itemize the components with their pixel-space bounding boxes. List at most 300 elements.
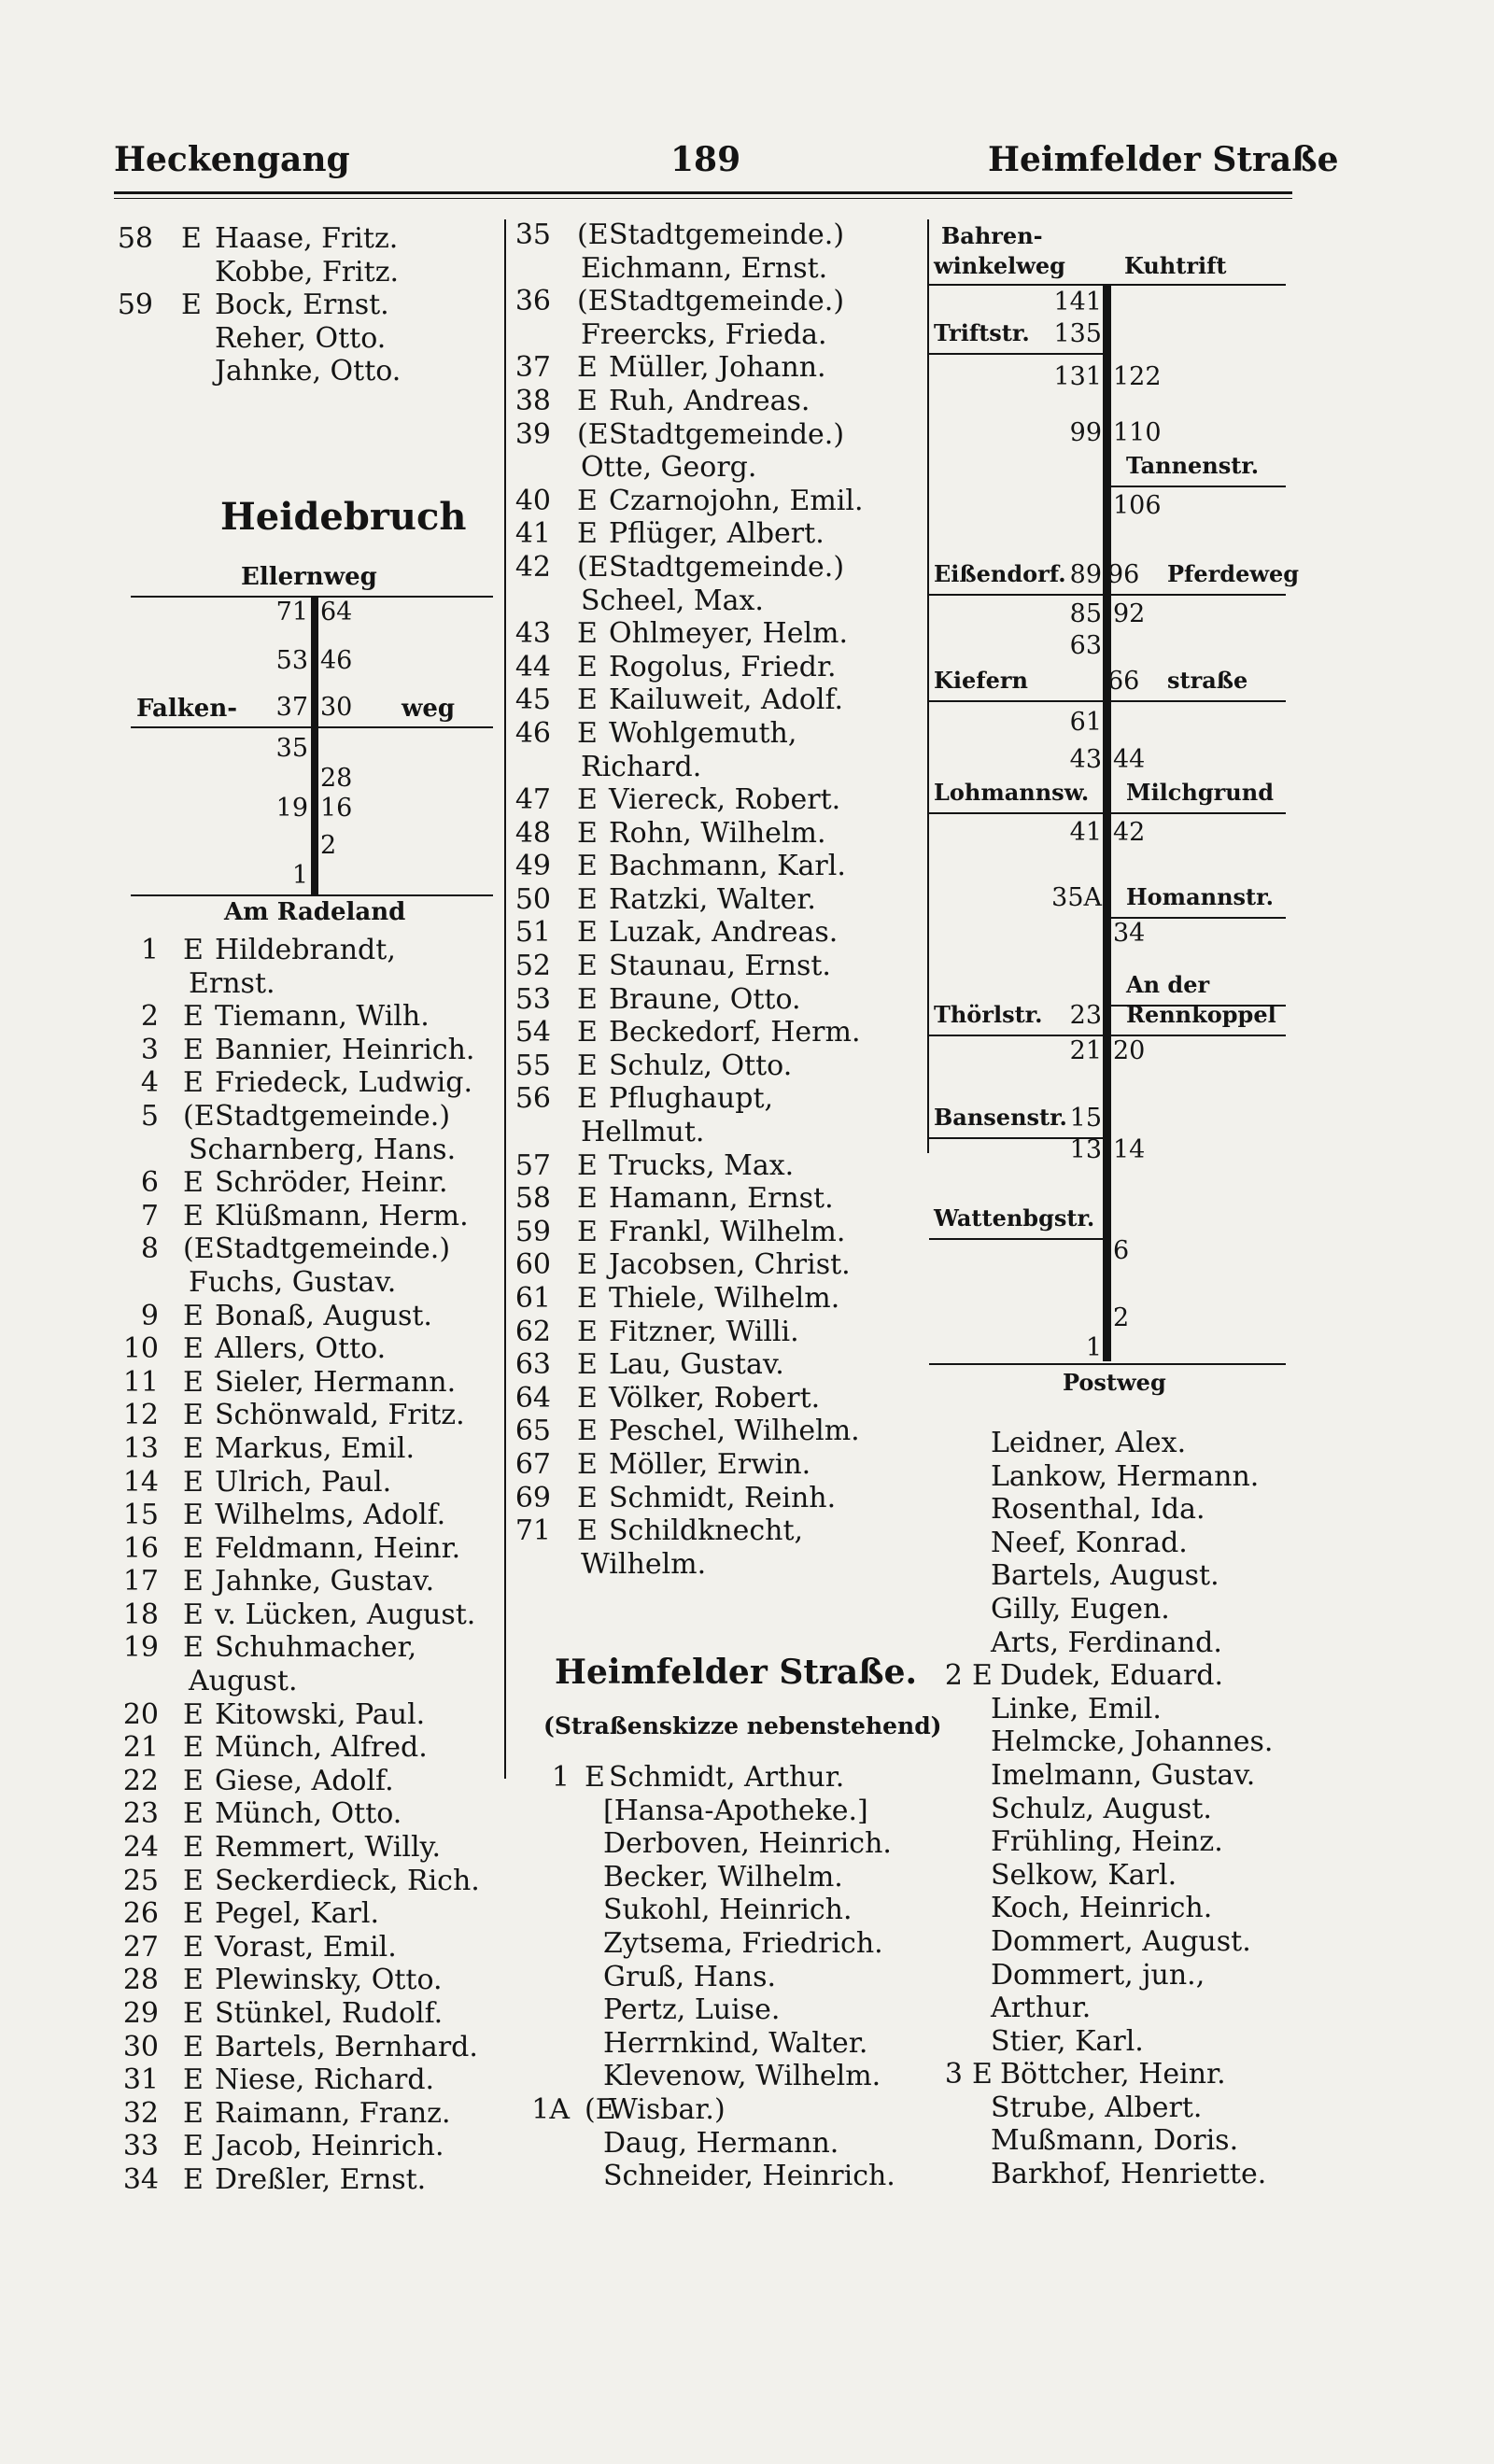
house-number: 9 — [140, 1299, 159, 1332]
resident-name: Allers, Otto. — [215, 1332, 387, 1366]
resident-name: Arthur. — [991, 1992, 1092, 2025]
house-number: 13 — [122, 1431, 159, 1465]
house-number: 62 — [514, 1315, 551, 1348]
sketch-left-number: 19 — [275, 794, 308, 823]
resident-name: Reher, Otto. — [215, 321, 387, 355]
list-item — [504, 517, 934, 551]
owner-mark: E — [183, 1897, 204, 1931]
house-number: 52 — [514, 950, 551, 983]
section-title-heimfelder: Heimfelder Straße. — [555, 1653, 918, 1692]
house-number: 58 — [514, 1182, 551, 1216]
list-item — [504, 551, 934, 584]
resident-name: Hellmut. — [581, 1116, 705, 1149]
sketch3-street-left: Lohmannsw. — [934, 779, 1090, 806]
owner-mark: E — [577, 1415, 598, 1448]
house-number: 21 — [122, 1731, 159, 1765]
resident-name: Mußmann, Doris. — [991, 2124, 1239, 2158]
owner-mark: E — [183, 2130, 204, 2163]
owner-mark: E — [577, 1447, 598, 1481]
house-number: 43 — [514, 617, 551, 651]
house-number: 3 — [944, 2058, 963, 2091]
list-item — [929, 1593, 1321, 1626]
house-number: 2 — [140, 1000, 159, 1034]
sketch3-left-number: 41 — [1069, 818, 1102, 847]
running-head-left: Heckengang — [114, 140, 350, 179]
sketch3-left-number: 63 — [1069, 631, 1102, 660]
sketch3-right-number: 96 — [1107, 560, 1140, 589]
owner-mark: E — [577, 1248, 598, 1282]
owner-mark: E — [577, 982, 598, 1016]
resident-name: Luzak, Andreas. — [609, 916, 839, 950]
list-item — [114, 1133, 506, 1167]
sketch-main-bar — [311, 598, 318, 894]
resident-name: Thiele, Wilhelm. — [609, 1282, 840, 1315]
section-subtitle-heimfelder: (Straßenskizze nebenstehend) — [543, 1712, 942, 1739]
resident-name: Fuchs, Gustav. — [189, 1265, 397, 1299]
house-number: 53 — [514, 982, 551, 1016]
resident-name: Stadtgemeinde.) — [215, 1232, 451, 1266]
resident-name: Stadtgemeinde.) — [609, 218, 845, 251]
resident-name: Pegel, Karl. — [215, 1897, 379, 1931]
sketch3-right-number: 66 — [1107, 667, 1140, 696]
sketch3-left-number: 99 — [1069, 418, 1102, 447]
list-item — [929, 1825, 1321, 1859]
sketch3-left-number: 141 — [1053, 288, 1102, 317]
owner-mark: E — [183, 1565, 204, 1598]
list-item — [114, 2163, 506, 2197]
sketch3-right-number: 106 — [1113, 491, 1162, 520]
owner-mark: (E — [577, 218, 609, 251]
sketch3-left-number: 85 — [1069, 599, 1102, 628]
resident-name: Wilhelms, Adolf. — [215, 1499, 446, 1532]
resident-name: Jacobsen, Christ. — [609, 1248, 851, 1282]
house-number: 1 — [140, 934, 159, 966]
list-item — [504, 1548, 934, 1582]
sketch-street-top: Ellernweg — [241, 563, 377, 591]
list-item — [114, 1499, 506, 1532]
owner-mark: E — [183, 1831, 204, 1865]
house-number: 25 — [122, 1864, 159, 1897]
resident-name: Derboven, Heinrich. — [603, 1827, 892, 1861]
sketch3-street-right: Pferdeweg — [1167, 560, 1300, 587]
owner-mark: E — [577, 617, 598, 651]
resident-name: Ulrich, Paul. — [215, 1465, 392, 1499]
resident-name: Wisbar.) — [609, 2092, 726, 2126]
resident-name: Remmert, Willy. — [215, 1831, 442, 1865]
list-item — [929, 1427, 1321, 1460]
sketch3-right-number: 2 — [1113, 1303, 1130, 1332]
resident-name: Wohlgemuth, — [609, 716, 797, 750]
list-item — [504, 850, 934, 883]
sketch-street-bottom: Am Radeland — [224, 898, 406, 926]
resident-name: Braune, Otto. — [609, 982, 801, 1016]
house-number: 2 — [944, 1659, 963, 1693]
header-rule-thick — [114, 191, 1292, 194]
owner-mark: E — [181, 289, 202, 322]
list-item — [504, 318, 934, 352]
sketch3-left-number: 1 — [1085, 1333, 1102, 1362]
house-number: 69 — [514, 1481, 551, 1514]
list-item — [114, 1300, 506, 1333]
sketch3-left-number: 35A — [1051, 883, 1102, 912]
resident-name: Jahnke, Otto. — [215, 355, 402, 388]
owner-mark: E — [577, 716, 598, 750]
sketch3-street-right: straße — [1167, 667, 1248, 694]
list-item — [114, 1565, 506, 1598]
resident-name: Neef, Konrad. — [991, 1526, 1188, 1559]
house-number: 45 — [514, 683, 551, 717]
owner-mark: E — [183, 1930, 204, 1964]
house-number: 31 — [122, 2063, 159, 2097]
list-item — [929, 2091, 1321, 2125]
house-number: 1A — [531, 2092, 570, 2126]
resident-name: Arts, Ferdinand. — [991, 1626, 1222, 1659]
house-number: 32 — [122, 2096, 159, 2130]
list-item — [504, 2093, 943, 2127]
owner-mark: E — [183, 1399, 204, 1432]
list-item — [929, 1859, 1321, 1893]
resident-name: Zytsema, Friedrich. — [603, 1926, 883, 1960]
house-number: 56 — [514, 1082, 551, 1116]
owner-mark: E — [577, 1348, 598, 1382]
resident-name: Vorast, Emil. — [215, 1930, 397, 1964]
house-number: 40 — [514, 484, 551, 517]
house-number: 48 — [514, 816, 551, 850]
owner-mark: E — [183, 1166, 204, 1200]
resident-name: Ernst. — [189, 966, 275, 1000]
owner-mark: E — [577, 1215, 598, 1248]
list-item — [114, 1034, 506, 1067]
list-item — [504, 1514, 934, 1548]
owner-mark: E — [577, 1049, 598, 1082]
house-number: 50 — [514, 882, 551, 916]
house-number: 49 — [514, 850, 551, 883]
sketch-right-number: 16 — [320, 794, 353, 823]
house-number: 30 — [122, 2030, 159, 2063]
resident-name: Trucks, Max. — [609, 1148, 795, 1182]
list-item — [114, 2063, 506, 2097]
resident-name: Feldmann, Heinr. — [215, 1531, 461, 1565]
sketch3-street-left: Thörlstr. — [934, 1001, 1043, 1028]
resident-name: Möller, Erwin. — [609, 1447, 811, 1481]
resident-name: Jahnke, Gustav. — [215, 1565, 435, 1598]
section-title-heidebruch: Heidebruch — [220, 495, 467, 539]
owner-mark: E — [577, 816, 598, 850]
list-item — [114, 1631, 506, 1665]
sketch3-left-number: 43 — [1069, 745, 1102, 774]
owner-mark: E — [577, 783, 598, 817]
sketch-left-number: 35 — [275, 734, 308, 763]
list-item — [504, 1049, 934, 1083]
running-head-right: Heimfelder Straße — [988, 140, 1339, 179]
resident-name: Böttcher, Heinr. — [1000, 2058, 1226, 2091]
resident-name: Herrnkind, Walter. — [603, 2026, 868, 2060]
column-1-top-list — [114, 222, 506, 388]
list-item — [504, 2160, 943, 2193]
resident-name: Scharnberg, Hans. — [189, 1133, 457, 1166]
house-number: 14 — [122, 1465, 159, 1499]
owner-mark: E — [183, 2096, 204, 2130]
resident-name: Pflüger, Albert. — [609, 517, 825, 551]
sketch3-cross-street-rule — [929, 1035, 1286, 1036]
list-item — [114, 1997, 506, 2031]
list-item — [504, 916, 934, 950]
list-item — [114, 967, 506, 1001]
list-item — [114, 1731, 506, 1765]
owner-mark: E — [585, 1761, 605, 1794]
house-number: 10 — [122, 1332, 159, 1366]
list-item — [504, 2127, 943, 2161]
owner-mark: E — [183, 2162, 204, 2196]
list-item — [504, 617, 934, 651]
resident-name: Giese, Adolf. — [215, 1764, 394, 1797]
resident-name: Dreßler, Ernst. — [215, 2162, 427, 2196]
house-number: 42 — [514, 550, 551, 584]
sketch-right-number: 28 — [320, 764, 353, 793]
owner-mark: E — [577, 1315, 598, 1348]
owner-mark: E — [577, 1148, 598, 1182]
sketch3-left-number: 89 — [1069, 560, 1102, 589]
resident-name: Raimann, Franz. — [215, 2096, 451, 2130]
resident-name: Stadtgemeinde.) — [215, 1099, 451, 1133]
resident-name: Rohn, Wilhelm. — [609, 816, 826, 850]
list-item — [114, 1100, 506, 1133]
sketch-left-number: 53 — [275, 646, 308, 675]
owner-mark: E — [183, 1598, 204, 1631]
resident-name: Lankow, Hermann. — [991, 1459, 1260, 1493]
list-item — [114, 222, 506, 256]
list-item — [114, 1598, 506, 1632]
list-item — [504, 1116, 934, 1149]
list-item — [504, 817, 934, 851]
house-number: 60 — [514, 1248, 551, 1282]
resident-name: Kobbe, Fritz. — [215, 255, 400, 289]
list-item — [504, 1761, 943, 1795]
list-item — [504, 418, 934, 452]
resident-name: Schröder, Heinr. — [215, 1166, 448, 1200]
list-item — [114, 1897, 506, 1931]
list-item — [114, 1797, 506, 1831]
list-item — [114, 1166, 506, 1200]
list-item — [929, 1793, 1321, 1826]
resident-name: Münch, Alfred. — [215, 1731, 428, 1765]
resident-name: Viereck, Robert. — [609, 783, 841, 817]
owner-mark: E — [577, 650, 598, 683]
house-number: 18 — [122, 1598, 159, 1631]
resident-name: Leidner, Alex. — [991, 1427, 1187, 1459]
owner-mark: E — [183, 1731, 204, 1765]
sketch3-left-number: 131 — [1053, 362, 1102, 391]
sketch-cross-street — [131, 726, 493, 728]
sketch3-top-right: Kuhtrift — [1124, 252, 1227, 279]
list-item — [114, 1765, 506, 1798]
resident-name: Frankl, Wilhelm. — [609, 1215, 846, 1248]
list-item — [504, 1082, 934, 1116]
house-number: 58 — [117, 222, 153, 255]
house-number: 67 — [514, 1447, 551, 1481]
owner-mark: E — [577, 850, 598, 883]
list-item — [504, 683, 934, 717]
resident-name: Schulz, August. — [991, 1792, 1212, 1825]
resident-name: Völker, Robert. — [609, 1381, 821, 1415]
resident-name: Dommert, jun., — [991, 1958, 1205, 1992]
resident-name: Barkhof, Henriette. — [991, 2158, 1267, 2191]
owner-mark: E — [183, 1033, 204, 1066]
resident-name: Schönwald, Fritz. — [215, 1399, 465, 1432]
list-item — [114, 1232, 506, 1266]
list-item — [504, 1348, 934, 1382]
list-item — [114, 1432, 506, 1466]
resident-name: Fitzner, Willi. — [609, 1315, 799, 1348]
resident-name: Tiemann, Wilh. — [215, 1000, 430, 1034]
list-item — [929, 1559, 1321, 1593]
list-item — [114, 1466, 506, 1500]
resident-name: Sieler, Hermann. — [215, 1365, 457, 1399]
house-number: 34 — [122, 2162, 159, 2196]
list-item — [504, 2060, 943, 2093]
resident-name: Seckerdieck, Rich. — [215, 1864, 480, 1897]
house-number: 38 — [514, 384, 551, 417]
sketch-right-number: 46 — [320, 646, 353, 675]
sketch3-right-number: 122 — [1113, 362, 1162, 391]
house-number: 54 — [514, 1016, 551, 1049]
list-item — [929, 1959, 1321, 1992]
resident-name: Gilly, Eugen. — [991, 1592, 1170, 1626]
house-number: 4 — [140, 1066, 159, 1100]
resident-name: Hamann, Ernst. — [609, 1182, 834, 1216]
list-item — [114, 289, 506, 322]
resident-name: Jacob, Heinrich. — [215, 2130, 444, 2163]
list-item — [929, 1892, 1321, 1925]
resident-name: Daug, Hermann. — [603, 2126, 839, 2160]
house-number: 71 — [514, 1514, 551, 1548]
owner-mark: E — [183, 1764, 204, 1797]
list-item — [114, 2097, 506, 2131]
house-number: 27 — [122, 1930, 159, 1964]
house-number: 15 — [122, 1499, 159, 1532]
owner-mark: E — [577, 1016, 598, 1049]
resident-name: Kitowski, Paul. — [215, 1697, 426, 1731]
sketch3-street-left: Kiefern — [934, 667, 1028, 694]
list-item — [929, 1759, 1321, 1793]
sketch3-cross-street-rule — [1107, 486, 1286, 487]
sketch3-street-right: Tannenstr. — [1126, 452, 1260, 479]
owner-mark: E — [183, 1299, 204, 1332]
resident-name: Dommert, August. — [991, 1924, 1251, 1958]
resident-name: Pflughaupt, — [609, 1082, 774, 1116]
owner-mark: E — [577, 950, 598, 983]
owner-mark: E — [183, 1066, 204, 1100]
house-number: 63 — [514, 1348, 551, 1382]
list-item — [929, 1493, 1321, 1527]
owner-mark: E — [183, 1997, 204, 2030]
sketch3-cross-street-rule — [929, 353, 1106, 355]
list-item — [504, 1795, 943, 1828]
list-item — [929, 1626, 1321, 1660]
house-number: 55 — [514, 1049, 551, 1082]
resident-name: Schmidt, Arthur. — [609, 1761, 845, 1794]
resident-name: Stadtgemeinde.) — [609, 285, 845, 318]
column-2-list — [504, 218, 934, 1581]
owner-mark: (E — [183, 1232, 215, 1266]
resident-name: Friedeck, Ludwig. — [215, 1066, 472, 1100]
list-item — [504, 1216, 934, 1249]
resident-name: Bartels, Bernhard. — [215, 2030, 478, 2063]
resident-name: Linke, Emil. — [991, 1692, 1162, 1725]
owner-mark: E — [183, 1465, 204, 1499]
resident-name: Lau, Gustav. — [609, 1348, 784, 1382]
owner-mark: E — [183, 1332, 204, 1366]
list-item — [114, 2031, 506, 2064]
house-number: 64 — [514, 1381, 551, 1415]
owner-mark: E — [183, 1365, 204, 1399]
sketch3-top-left-1: Bahren- — [941, 222, 1043, 249]
sketch3-street-right: Homannstr. — [1126, 883, 1274, 910]
resident-name: Hildebrandt, — [215, 934, 396, 966]
resident-name: Gruß, Hans. — [603, 1960, 777, 1993]
list-item — [504, 1182, 934, 1216]
owner-mark: (E — [183, 1099, 215, 1133]
house-number: 35 — [514, 218, 551, 251]
resident-name: Bonaß, August. — [215, 1299, 432, 1332]
resident-name: Plewinsky, Otto. — [215, 1964, 443, 1997]
sketch3-right-number: 14 — [1113, 1135, 1146, 1164]
owner-mark: E — [183, 1431, 204, 1465]
sketch3-main-bar — [1103, 286, 1111, 1361]
list-item — [504, 883, 934, 917]
list-item — [114, 1532, 506, 1566]
owner-mark: E — [183, 934, 204, 966]
owner-mark: E — [577, 384, 598, 417]
list-item — [114, 1698, 506, 1732]
owner-mark: E — [183, 1531, 204, 1565]
owner-mark: E — [577, 916, 598, 950]
house-number: 1 — [551, 1761, 570, 1794]
list-item — [114, 1831, 506, 1865]
owner-mark: (E — [577, 550, 609, 584]
resident-name: Freercks, Frieda. — [581, 317, 827, 351]
sketch-left-number: 71 — [275, 598, 308, 627]
list-item — [114, 1000, 506, 1034]
resident-name: Schildknecht, — [609, 1514, 804, 1548]
house-number: 11 — [122, 1365, 159, 1399]
owner-mark: E — [972, 2058, 993, 2091]
sketch-right-number: 2 — [320, 831, 337, 860]
list-item — [114, 1200, 506, 1233]
list-item — [114, 355, 506, 388]
resident-name: Haase, Fritz. — [215, 222, 399, 255]
list-item — [929, 1527, 1321, 1560]
list-item — [114, 1332, 506, 1366]
list-item — [929, 1460, 1321, 1494]
page-number: 189 — [670, 140, 741, 179]
house-number: 20 — [122, 1697, 159, 1731]
resident-name: Klüßmann, Herm. — [215, 1199, 469, 1232]
owner-mark: E — [577, 484, 598, 517]
owner-mark: (E — [577, 417, 609, 451]
sketch3-left-number: 21 — [1069, 1036, 1102, 1065]
sketch3-street-right: An der — [1126, 971, 1210, 998]
resident-name: Stünkel, Rudolf. — [215, 1997, 444, 2030]
list-item — [504, 983, 934, 1017]
house-number: 61 — [514, 1282, 551, 1315]
resident-name: Schneider, Heinrich. — [603, 2160, 895, 2193]
list-item — [929, 2025, 1321, 2059]
sketch3-cross-street-rule — [929, 700, 1286, 702]
resident-name: Bachmann, Karl. — [609, 850, 846, 883]
resident-name: Bartels, August. — [991, 1559, 1219, 1593]
house-number: 8 — [140, 1232, 159, 1266]
